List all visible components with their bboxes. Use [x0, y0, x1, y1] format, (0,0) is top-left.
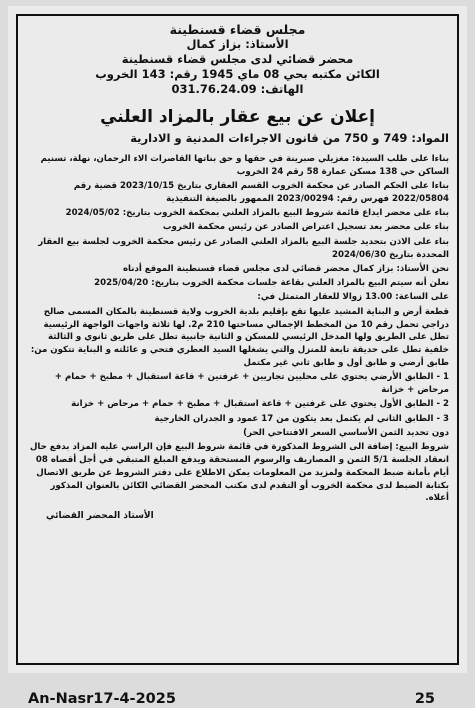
- newspaper-page: [8, 6, 467, 707]
- list-item: 1 - الطابق الأرضي يحتوي على محليين تجاريين + غرفتين + قاعة استقبال + مطبخ + حمام + مرحاض + خزانة: [54, 372, 449, 396]
- publication-date: An-Nasr17-4-2025: [28, 691, 176, 707]
- header-role: محضر قضائي لدى مجلس قضاء قسنطينة: [121, 52, 354, 66]
- page-number: 25: [414, 691, 435, 707]
- sale-conditions: شروط البيع: إضافة الى الشروط المذكورة في قائمة شروط البيع فإن الراسي عليه المزاد بدفع حال انعقاد الجلسة 5/1 الثمن و المصاريف والرسوم المستحقة ويدفع المبلغ المتبقي في أجل أقصاه 08 أيام بأمانة ضبط المحكمة ولمزيد من المعلومات يمكن الاطلاع على دفتر الشروط عن طريق الاتصال بكتابة الضبط لدى محكمة الخروب أو التقدم لدى مكتب المحضر القضائي الكائن بالعنوان المذكور أعلاه.: [29, 442, 449, 504]
- paragraph: نحن الأستاذ: بزاز كمال محضر قضائي لدى مجلس قضاء قسنطينة الموقع أدناه: [122, 263, 449, 274]
- paragraph: بناء على محضر ايداع قائمة شروط البيع بالمزاد العلني بمحكمة الخروب بتاريخ: 2024/05/02: [65, 208, 449, 219]
- header-address: الكائن مكتبه بحي 08 ماي 1945 رقم: 143 الخروب: [95, 67, 380, 81]
- paragraph: بناءا على طلب السيدة: مغزيلي صبرينة في حقها و حق بناتها القاصرات الاء الرحمان، نهلة، تسنيم الساكن حي 138 مسكن عمارة 58 رقم 24 الخروب: [40, 154, 449, 177]
- header-bailiff: الأستاذ: بزاز كمال: [186, 37, 289, 51]
- paragraph: دون تحديد الثمن الأساسي السعر الافتتاحي الحر): [243, 427, 449, 438]
- notice-title: إعلان عن بيع عقار بالمزاد العلني: [100, 107, 375, 127]
- notice-body: [26, 153, 449, 505]
- signature-line: الأستاذ المحضر القضائي: [46, 511, 154, 522]
- paragraph: بناء على الاذن بتحديد جلسة البيع بالمزاد العلني الصادر عن رئيس محكمة الخروب لجلسة بيع العقار المحددة بتاريخ 2024/06/30: [38, 236, 449, 260]
- page-footer: [16, 690, 475, 708]
- paragraph: نعلن أنه سيتم البيع بالمزاد العلني بقاعة جلسات محكمة الخروب بتاريخ: 2025/04/20: [94, 278, 449, 289]
- header-phone: الهاتف: 031.76.24.09: [171, 82, 304, 96]
- list-item: 2 - الطابق الأول يحتوي على غرفتين + قاعة استقبال + مطبخ + حمام + مرحاض + خزانة: [71, 399, 449, 410]
- paragraph: على الساعة: 13.00 زوالا للعقار المتمثل في:: [257, 292, 449, 303]
- property-description: قطعة أرض و البناية المشيد عليها تقع بإقليم بلدية الخروب ولاية قسنطينة بالمكان المسمى صالح دراجي تحمل رقم 10 من المخطط الإجمالي مساحتها 210 م2. لها ثلاثة واجهات الواجهة الرئيسية تطل على الطريق ولها المدخل الرئيسي للمسكن و الثانية جانبية تطل على طريق ثانوي و الثالثة خلفية تطل على حديقة تابعة للمنزل والتي يشغلها السيد العطري فتحي و عائلته و البناية تتكون من: طابق أرضي و طابق أول و طابق ثاني غير مكتمل: [30, 306, 449, 368]
- legal-reference: المواد: 749 و 750 من قانون الاجراءات المدنية و الادارية: [130, 131, 449, 145]
- paragraph: بناءا على الحكم الصادر عن محكمة الخروب القسم العقاري بتاريخ 2023/10/15 قضية رقم 2022/05804 فهرس رقم: 2023/00294 الممهور بالصيغة التنفيذية: [73, 181, 449, 204]
- notice-header: [26, 22, 449, 97]
- header-court: مجلس قضاء قسنطينة: [169, 22, 306, 37]
- legal-notice-frame: [16, 14, 459, 665]
- paragraph: بناء على محضر بعد تسجيل اعتراض الصادر عن رئيس محكمة الخروب: [162, 222, 449, 233]
- list-item: 3 - الطابق الثاني لم يكتمل بعد يتكون من 17 عمود و الجدران الخارجية: [154, 413, 449, 424]
